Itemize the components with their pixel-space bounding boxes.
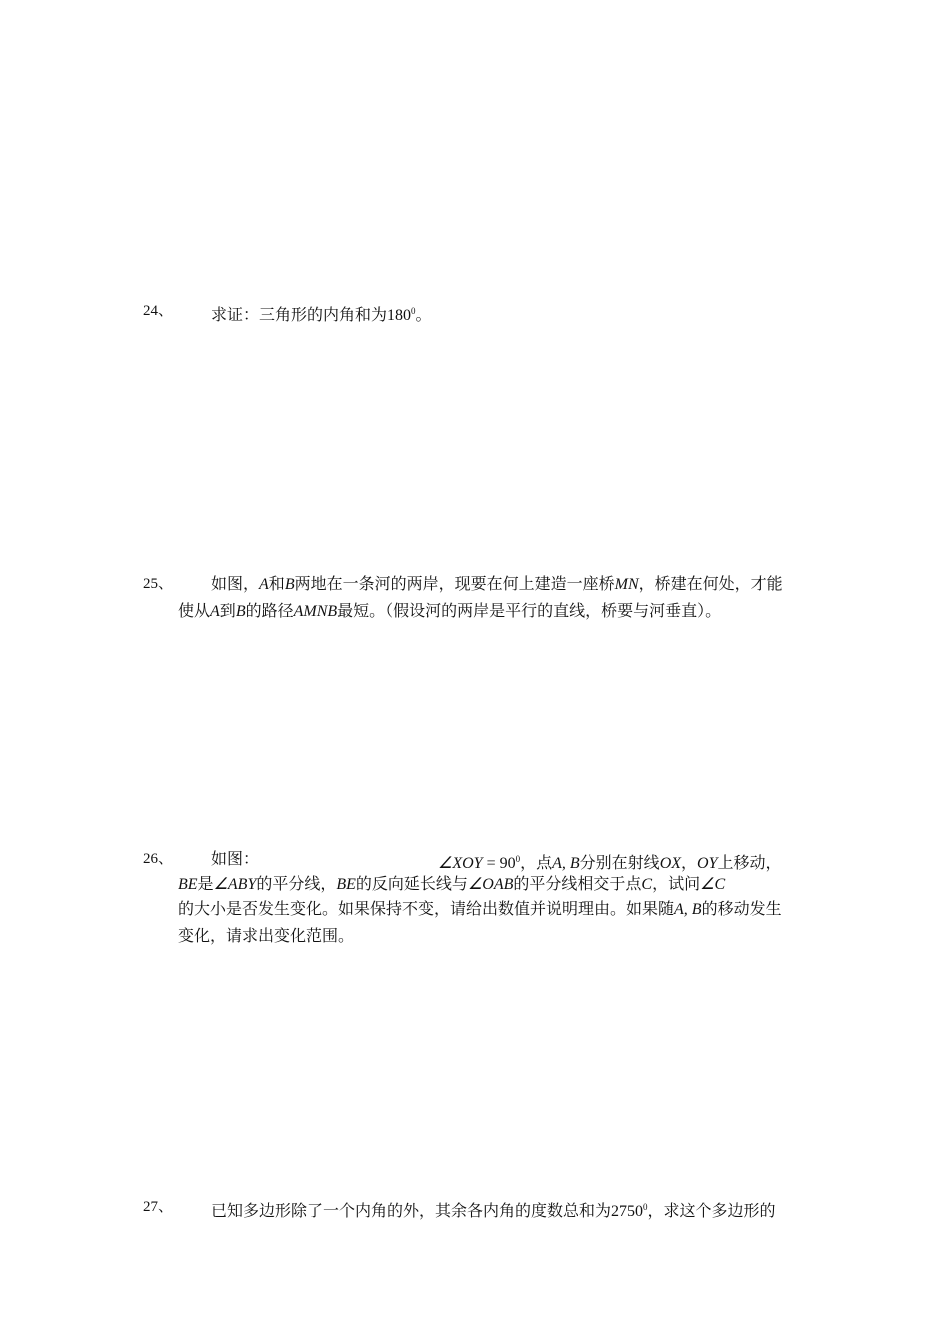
problem-text-line-1: 如图，A和B两地在一条河的两岸，现要在何上建造一座桥MN，桥建在何处，才能	[211, 574, 783, 593]
math-expression: AMNB	[293, 603, 338, 620]
math-expression: $180^0$	[387, 306, 416, 324]
math-expression: ∠C	[700, 876, 726, 893]
math-expression: ∠XOY	[438, 855, 483, 872]
problem-number: 27、	[143, 1199, 174, 1215]
problem-text-line-4: 变化，请求出变化范围。	[178, 926, 355, 945]
problem-text-line-3: 的大小是否发生变化。如果保持不变，请给出数值并说明理由。如果随A, B的移动发生	[178, 899, 782, 918]
math-expression: = $90^0$	[482, 854, 521, 872]
math-expression: 2750$^0$	[611, 1202, 648, 1220]
math-expression: BE	[336, 876, 356, 893]
math-expression: A	[210, 603, 220, 620]
problem-text-line-1: ∠XOY = $90^0$，点A, B分别在射线OX，OY上移动，	[438, 853, 782, 872]
math-expression: ∠ABY	[213, 876, 257, 893]
math-expression: A	[259, 576, 269, 593]
problem-text-line-1: 已知多边形除了一个内角的外，其余各内角的度数总和为2750$^0$，求这个多边形的	[211, 1201, 776, 1220]
math-expression: ∠OAB	[467, 876, 514, 893]
problem-text-line-1: 求证：三角形的内角和为$180^0$。	[211, 305, 432, 324]
problem-number: 24、	[143, 303, 174, 319]
math-expression: B	[284, 576, 295, 593]
math-expression: A, B	[552, 855, 580, 872]
problem-text-line-1-lead: 如图：	[211, 849, 260, 868]
math-expression: OX	[659, 855, 682, 872]
problem-number: 25、	[143, 576, 174, 592]
math-expression: B	[235, 603, 246, 620]
problem-text-line-2: BE是∠ABY的平分线，BE的反向延长线与∠OAB的平分线相交于点C，试问∠C	[178, 874, 726, 893]
problem-text-line-2: 使从A到B的路径AMNB最短。（假设河的两岸是平行的直线，桥要与河垂直）。	[178, 601, 722, 620]
math-expression: C	[641, 876, 653, 893]
math-expression: OY	[697, 855, 718, 872]
math-expression: MN	[614, 576, 639, 593]
math-expression: A, B	[674, 901, 702, 918]
problem-number: 26、	[143, 851, 174, 867]
math-expression: BE	[178, 876, 198, 893]
